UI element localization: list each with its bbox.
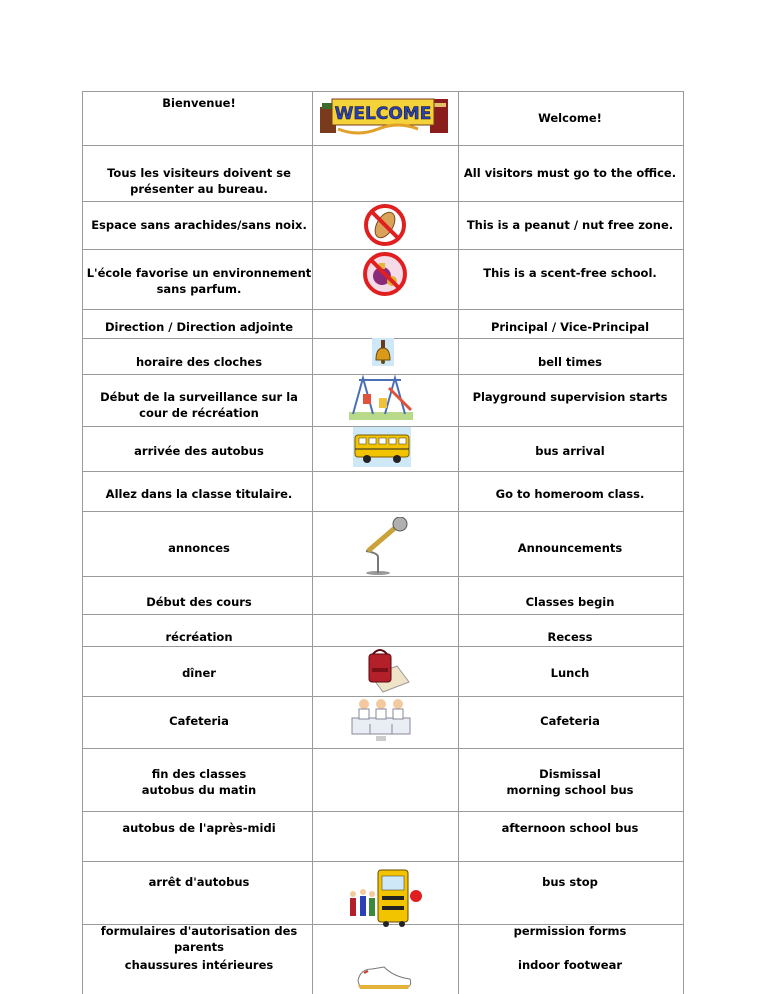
row-en-text: Classes begin: [525, 595, 615, 609]
row-fr-text: fin des classes autobus du matin: [141, 767, 257, 797]
shoe-icon: [354, 959, 414, 993]
row-fr-text: Cafeteria: [169, 714, 229, 728]
row-en-text: This is a scent-free school.: [483, 266, 657, 280]
row-border: [82, 576, 684, 577]
row-fr-text: Début des cours: [146, 595, 252, 609]
row-fr-text: L'école favorise un environnement sans parfum.: [86, 266, 312, 296]
row-fr-text: arrivée des autobus: [134, 444, 264, 458]
row-fr-text: Début de la surveillance sur la cour de récréation: [100, 390, 298, 420]
row-fr-text: dîner: [182, 666, 216, 680]
row-fr-text: Bienvenue!: [162, 96, 236, 110]
table-border-right: [683, 91, 684, 994]
row-fr-text: arrêt d'autobus: [148, 875, 250, 889]
row-border: [82, 145, 684, 146]
row-border: [82, 249, 684, 250]
row-en-text: Recess: [547, 630, 593, 644]
row-fr-text: autobus de l'après-midi: [122, 821, 276, 835]
row-en-text: Principal / Vice-Principal: [490, 320, 650, 334]
row-border: [82, 201, 684, 202]
row-border: [82, 811, 684, 812]
lunch-bag-icon: [357, 646, 411, 694]
row-fr-text: Allez dans la classe titulaire.: [105, 487, 293, 501]
row-fr-text: Tous les visiteurs doivent se présenter au bureau.: [107, 166, 291, 196]
row-en-text: Go to homeroom class.: [495, 487, 645, 501]
row-en-text: Lunch: [550, 666, 590, 680]
row-en-text: Welcome!: [538, 111, 602, 125]
row-border: [82, 91, 684, 92]
row-border: [82, 614, 684, 615]
playground-icon: [349, 374, 413, 420]
row-en-text: afternoon school bus: [501, 821, 639, 835]
cafeteria-icon: [350, 694, 412, 742]
row-fr-text: formulaires d'autorisation des parents: [100, 924, 298, 954]
welcome-banner: [318, 93, 450, 139]
translation-table: [82, 91, 684, 994]
column-divider-1: [312, 91, 313, 994]
row-border: [82, 511, 684, 512]
row-border: [82, 748, 684, 749]
row-border: [82, 861, 684, 862]
row-fr-text: Direction / Direction adjointe: [104, 320, 294, 334]
bell-icon: [372, 338, 394, 366]
row-en-text: This is a peanut / nut free zone.: [466, 218, 674, 232]
table-border-left: [82, 91, 83, 994]
school-bus-icon: [353, 427, 411, 467]
row-en-text: Dismissal morning school bus: [506, 767, 634, 797]
row-border: [82, 309, 684, 310]
row-en-text: All visitors must go to the office.: [463, 166, 677, 180]
row-en-text: bus arrival: [535, 444, 605, 458]
row-en-text: indoor footwear: [518, 958, 622, 972]
row-en-text: bell times: [538, 355, 602, 369]
row-en-text: permission forms: [513, 924, 627, 938]
row-en-text: Announcements: [517, 541, 623, 555]
row-fr-text: horaire des cloches: [135, 355, 263, 369]
bus-stop-icon: [342, 868, 426, 928]
row-fr-text: annonces: [168, 541, 230, 555]
row-border: [82, 471, 684, 472]
row-fr-text: chaussures intérieures: [124, 958, 274, 972]
row-en-text: Cafeteria: [540, 714, 600, 728]
row-fr-text: Espace sans arachides/sans noix.: [91, 218, 307, 232]
welcome-text: WELCOME: [334, 104, 432, 124]
row-en-text: Playground supervision starts: [472, 390, 668, 404]
row-fr-text: récréation: [165, 630, 233, 644]
no-perfume-icon: [362, 251, 408, 297]
no-peanut-icon: [363, 203, 407, 247]
microphone-icon: [356, 517, 412, 575]
row-en-text: bus stop: [542, 875, 598, 889]
